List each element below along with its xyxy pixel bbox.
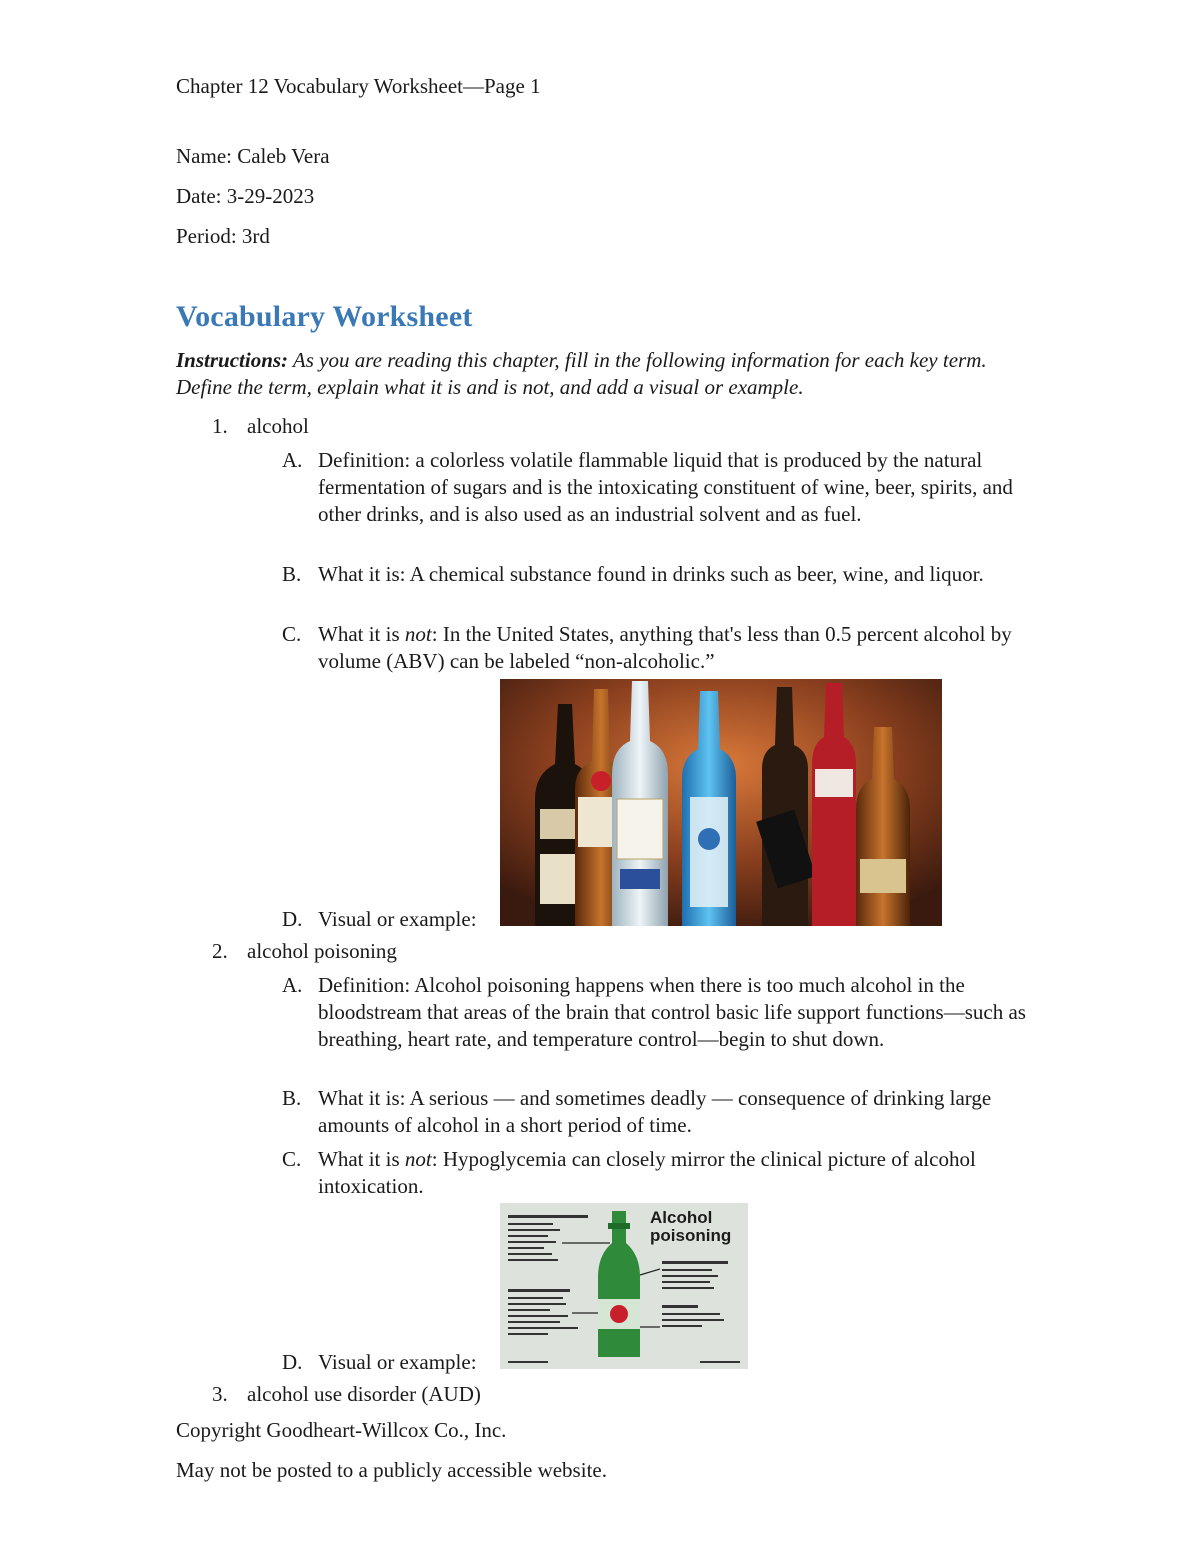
term-what-it-is: What it is: A chemical substance found in drinks such as beer, wine, and liquor.	[318, 562, 984, 586]
term-title: alcohol poisoning	[247, 939, 397, 963]
list-letter: D.	[282, 1350, 303, 1374]
term-what-it-is-not	[318, 1146, 1030, 1200]
list-letter: A.	[282, 448, 303, 472]
instructions-label: Instructions:	[176, 348, 289, 372]
term-title: alcohol use disorder (AUD)	[247, 1382, 481, 1406]
list-letter: B.	[282, 562, 302, 586]
list-letter: B.	[282, 1086, 302, 1110]
copyright-footer: Copyright Goodheart-Willcox Co., Inc.	[176, 1418, 507, 1442]
term-number: 1.	[212, 414, 228, 438]
visual-label: Visual or example:	[318, 1350, 477, 1374]
visual-label: Visual or example:	[318, 907, 477, 931]
list-letter: C.	[282, 622, 302, 646]
not-prefix: What it is	[318, 622, 405, 646]
alcohol-poisoning-infographic	[500, 1203, 748, 1369]
not-word: not	[404, 1147, 432, 1171]
not-word: not	[404, 622, 432, 646]
not-prefix: What it is	[318, 1147, 405, 1171]
list-letter: A.	[282, 973, 303, 997]
term-definition: Definition: Alcohol poisoning happens when there is too much alcohol in the bloodstream that areas of the brain that control basic life support functions—such as breathing, heart rate, and temperature control—begin to shut down.	[318, 973, 1026, 1051]
term-number: 2.	[212, 939, 228, 963]
not-text: : In the United States, anything that's less than 0.5 percent alcohol by volume (ABV) can be labeled “non-alcoholic.”	[318, 622, 1012, 673]
posting-notice: May not be posted to a publicly accessible website.	[176, 1458, 607, 1482]
infographic-title-2: poisoning	[650, 1226, 732, 1245]
period-field: Period: 3rd	[176, 224, 270, 248]
not-text: : Hypoglycemia can closely mirror the clinical picture of alcohol intoxication.	[318, 1147, 976, 1198]
liquor-bottles-photo	[500, 679, 942, 926]
infographic-title-1: Alcohol	[650, 1208, 713, 1227]
student-name: Name: Caleb Vera	[176, 144, 330, 168]
term-title: alcohol	[247, 414, 309, 438]
term-definition: Definition: a colorless volatile flammable liquid that is produced by the natural fermentation of sugars and is the intoxicating constituent of wine, beer, spirits, and other drinks, and is also used as an industrial solvent and as fuel.	[318, 448, 1013, 526]
instructions-text: As you are reading this chapter, fill in the following information for each key term. Define the term, explain what it is and is not, and add a visual or example.	[176, 348, 987, 399]
section-heading: Vocabulary Worksheet	[176, 300, 473, 333]
term-what-it-is-not	[318, 621, 1030, 675]
page-header-title: Chapter 12 Vocabulary Worksheet—Page 1	[176, 74, 541, 98]
instructions	[176, 347, 1026, 401]
list-letter: C.	[282, 1147, 302, 1171]
list-letter: D.	[282, 907, 303, 931]
term-what-it-is: What it is: A serious — and sometimes deadly — consequence of drinking large amounts of alcohol in a short period of time.	[318, 1086, 992, 1137]
date-field: Date: 3-29-2023	[176, 184, 315, 208]
term-number: 3.	[212, 1382, 228, 1406]
